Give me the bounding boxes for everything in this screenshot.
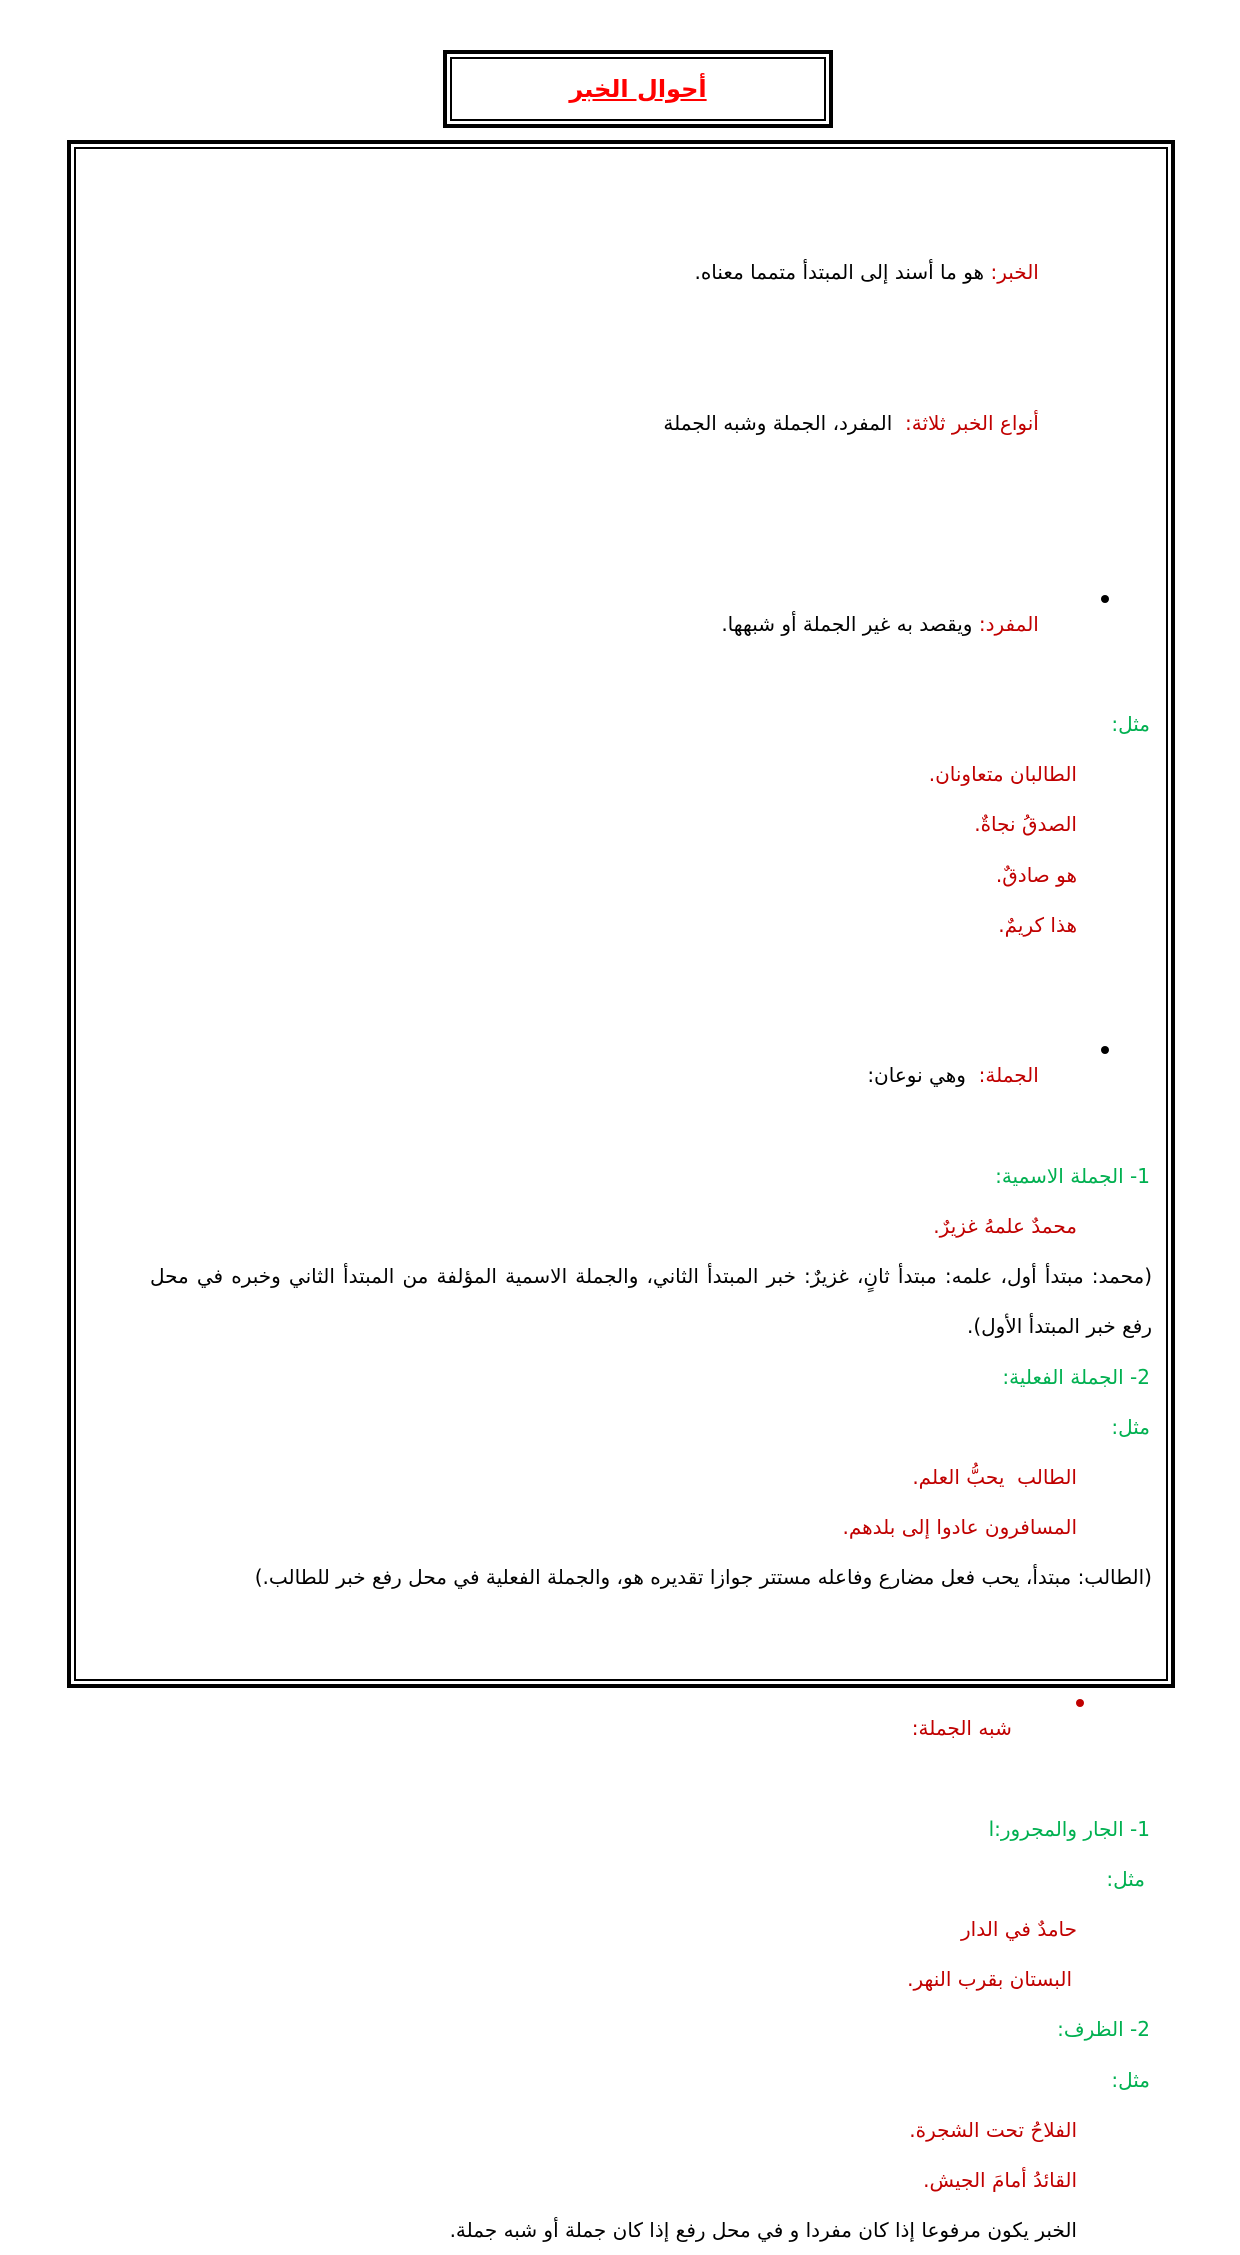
jumla-text: وهي نوعان: <box>867 1063 979 1088</box>
mufrad-term: المفرد: <box>978 611 1039 636</box>
shibh-jumla-item <box>150 1603 1152 1804</box>
example-line: هو صادقٌ. <box>995 862 1077 887</box>
page-title: أحوال الخبر <box>569 75 707 103</box>
example-line: القائدُ أمامَ الجيش. <box>923 2167 1077 2192</box>
jumla-item <box>150 950 1152 1151</box>
content-body <box>150 197 1152 2255</box>
definition-term: الخبر: <box>990 260 1039 285</box>
example-label: مثل: <box>1111 712 1150 737</box>
verbal-heading: 2- الجملة الفعلية: <box>1002 1364 1150 1389</box>
adverbial-heading: 2- الظرف: <box>1057 2017 1150 2042</box>
mufrad-text: ويقصد به غير الجملة أو شبهها. <box>721 611 979 636</box>
example-label: مثل: <box>1106 1866 1145 1891</box>
example-line: الطالبان متعاونان. <box>928 762 1077 787</box>
example-line: الطالب يحبُّ العلم. <box>912 1465 1077 1490</box>
nominal-heading: 1- الجملة الاسمية: <box>995 1163 1150 1188</box>
bullet-icon <box>1101 595 1109 603</box>
definition-text: هو ما أسند إلى المبتدأ متمما معناه. <box>694 260 991 285</box>
bullet-icon <box>1101 1046 1109 1054</box>
types-line <box>150 348 1152 499</box>
verbal-explanation: (الطالب: مبتدأ، يحب فعل مضارع وفاعله مستتر جوازا تقديره هو، والجملة الفعلية في محل رفع خبر للطالب.) <box>254 1565 1152 1590</box>
bullet-icon <box>1076 1699 1084 1707</box>
example-line: المسافرون عادوا إلى بلدهم. <box>842 1515 1077 1540</box>
example-line: هذا كريمٌ. <box>998 912 1077 937</box>
example-line: الصدقُ نجاةٌ. <box>974 812 1077 837</box>
example-line: البستان بقرب النهر. <box>907 1967 1072 1992</box>
example-line: الفلاحُ تحت الشجرة. <box>909 2117 1077 2142</box>
prepositional-heading: 1- الجار والمجرور:l <box>988 1816 1150 1841</box>
jumla-term: الجملة: <box>978 1063 1039 1088</box>
conclusion-line: الخبر يكون مرفوعا إذا كان مفردا و في محل رفع إذا كان جملة أو شبه جملة. <box>449 2218 1077 2243</box>
title-box <box>443 50 833 128</box>
types-text: المفرد، الجملة وشبه الجملة <box>663 410 906 435</box>
example-line: حامدٌ في الدار <box>961 1916 1077 1941</box>
mufrad-item <box>150 498 1152 699</box>
example-label: مثل: <box>1111 2067 1150 2092</box>
nominal-explanation: (محمد: مبتدأ أول، علمه: مبتدأ ثانٍ، غزيرٌ: خبر المبتدأ الثاني، والجملة الاسمية المؤلفة من المبتدأ الثاني وخبره في محل رفع خبر المبتدأ الأول). <box>150 1264 1152 1339</box>
example-line: محمدٌ علمهُ غزيرٌ. <box>933 1214 1077 1239</box>
example-label: مثل: <box>1111 1414 1150 1439</box>
types-term: أنواع الخبر ثلاثة: <box>905 410 1039 435</box>
definition-line <box>150 197 1152 348</box>
shibh-jumla-term: شبه الجملة: <box>911 1716 1012 1741</box>
